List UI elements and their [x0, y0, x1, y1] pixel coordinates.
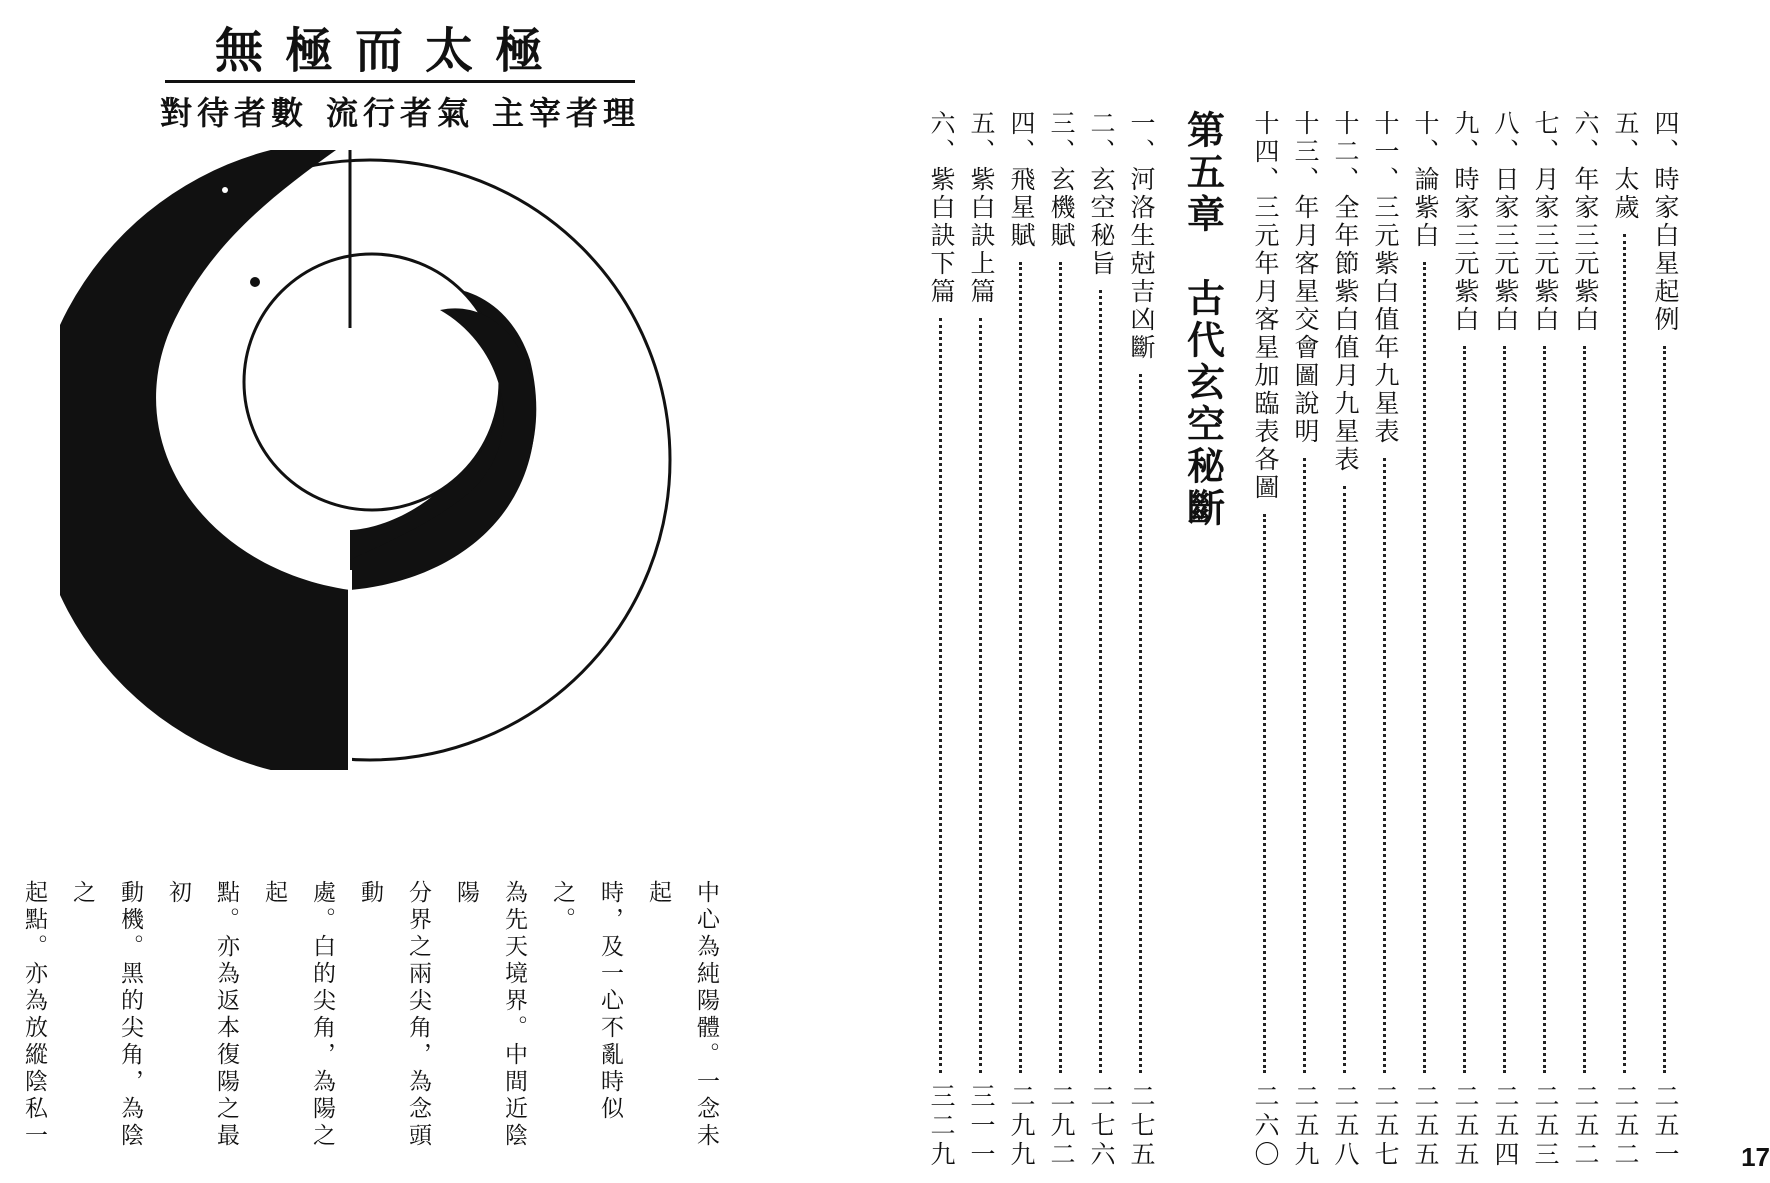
chapter-heading: [1175, 110, 1231, 1170]
toc-entry-title: 十一、三元紫白值年九星表: [1371, 110, 1400, 446]
dot-leader: [1059, 262, 1064, 1073]
inner-circle: [244, 254, 500, 510]
toc-entry-title: 三、玄機賦: [1047, 110, 1076, 250]
caption-line: 起點。亦為放縱陰私一: [21, 880, 47, 1150]
dot-leader: [1139, 374, 1144, 1073]
toc-entry-title: 六、年家三元紫白: [1571, 110, 1600, 334]
toc-entry-page: 二五五: [1451, 1083, 1480, 1170]
dot-leader: [1623, 234, 1628, 1073]
toc-entry-page: 二五五: [1411, 1083, 1440, 1170]
dot-leader: [979, 318, 984, 1073]
toc-entry-page: 二五七: [1371, 1083, 1400, 1170]
table-of-contents: [921, 110, 1685, 1170]
toc-entry-page: 二九二: [1047, 1083, 1076, 1170]
dot-leader: [1099, 290, 1104, 1073]
toc-entry-title: 十二、全年節紫白值月九星表: [1331, 110, 1360, 474]
toc-entry-title: 二、玄空秘旨: [1087, 110, 1116, 278]
toc-entry: [1245, 110, 1285, 1170]
toc-entry-page: 二七六: [1087, 1083, 1116, 1170]
page-number: 17: [1741, 1142, 1770, 1172]
caption-line: 分界之兩尖角，為念頭動: [357, 880, 431, 1150]
toc-entry-title: 四、飛星賦: [1007, 110, 1036, 250]
dot-leader: [1383, 458, 1388, 1073]
toc-entry: [961, 110, 1001, 1170]
toc-entry: [1405, 110, 1445, 1170]
toc-entry-page: 二五二: [1571, 1083, 1600, 1170]
dot-leader: [1423, 262, 1428, 1073]
toc-entry-page: 二六〇: [1251, 1083, 1280, 1170]
toc-entry: [1041, 110, 1081, 1170]
toc-entry-title: 十三、年月客星交會圖說明: [1291, 110, 1320, 446]
caption-line: 為先天境界。中間近陰陽: [453, 880, 527, 1150]
toc-entry-page: 二五二: [1611, 1083, 1640, 1170]
toc-entry-page: 二五九: [1291, 1083, 1320, 1170]
toc-entry: [1485, 110, 1525, 1170]
toc-entry: [921, 110, 961, 1170]
toc-entry: [1605, 110, 1645, 1170]
toc-entry: [1001, 110, 1041, 1170]
dot-leader: [1663, 346, 1668, 1073]
toc-entry-title: 五、太歲: [1611, 110, 1640, 222]
toc-entry: [1645, 110, 1685, 1170]
toc-entry: [1081, 110, 1121, 1170]
toc-entry: [1445, 110, 1485, 1170]
toc-entry: [1285, 110, 1325, 1170]
toc-entry: [1525, 110, 1565, 1170]
toc-entry: [1325, 110, 1365, 1170]
title-rule: [165, 80, 635, 83]
center-dot: [250, 277, 260, 287]
toc-entry: [1365, 110, 1405, 1170]
toc-entry-page: 二五三: [1531, 1083, 1560, 1170]
toc-entry-title: 十、論紫白: [1411, 110, 1440, 250]
toc-entry: [1565, 110, 1605, 1170]
toc-entry-page: 三二九: [927, 1083, 956, 1170]
subtitle-3: 對待者數: [160, 94, 309, 132]
caption-line: 動機。黑的尖角，為陰之: [69, 880, 143, 1150]
small-white-dot: [222, 187, 228, 193]
toc-entry-title: 十四、三元年月客星加臨表各圖: [1251, 110, 1280, 502]
toc-entry-page: 二五八: [1331, 1083, 1360, 1170]
diagram-title: 無極而太極: [214, 23, 565, 79]
toc-entry-page: 二九九: [1007, 1083, 1036, 1170]
toc-entry: [1121, 110, 1161, 1170]
toc-entry-title: 六、紫白訣下篇: [927, 110, 956, 306]
toc-entry-page: 二五一: [1651, 1083, 1680, 1170]
chapter-title: 第五章 古代玄空秘斷: [1180, 110, 1226, 530]
caption-line: 中心為純陽體。一念未起: [645, 880, 719, 1150]
toc-entry-title: 九、時家三元紫白: [1451, 110, 1480, 334]
toc-entry-title: 五、紫白訣上篇: [967, 110, 996, 306]
toc-page: [880, 0, 1770, 1183]
toc-entry-page: 二五四: [1491, 1083, 1520, 1170]
toc-entry-title: 一、河洛生尅吉凶斷: [1127, 110, 1156, 362]
subtitle-1: 主宰者理: [491, 94, 640, 132]
caption-line: 處。白的尖角，為陽之起: [261, 880, 335, 1150]
toc-entry-page: 三一一: [967, 1083, 996, 1170]
toc-entry-title: 四、時家白星起例: [1651, 110, 1680, 334]
toc-entry-title: 七、月家三元紫白: [1531, 110, 1560, 334]
caption-line: 時，及一心不亂時似之。: [549, 880, 623, 1123]
dot-leader: [1503, 346, 1508, 1073]
diagram-page: [0, 0, 880, 1183]
dot-leader: [1343, 486, 1348, 1073]
dot-leader: [1263, 514, 1268, 1073]
toc-entry-title: 八、日家三元紫白: [1491, 110, 1520, 334]
diagram-caption: [0, 880, 730, 1175]
taiji-symbol: [60, 150, 680, 770]
diagram-subtitles: [160, 88, 640, 134]
dot-leader: [1583, 346, 1588, 1073]
dot-leader: [1019, 262, 1024, 1073]
caption-line: 點。亦為返本復陽之最初: [165, 880, 239, 1150]
subtitle-2: 流行者氣: [325, 94, 474, 132]
dot-leader: [1543, 346, 1548, 1073]
toc-entry-page: 二七五: [1127, 1083, 1156, 1170]
dot-leader: [1303, 458, 1308, 1073]
dot-leader: [1463, 346, 1468, 1073]
dot-leader: [939, 318, 944, 1073]
